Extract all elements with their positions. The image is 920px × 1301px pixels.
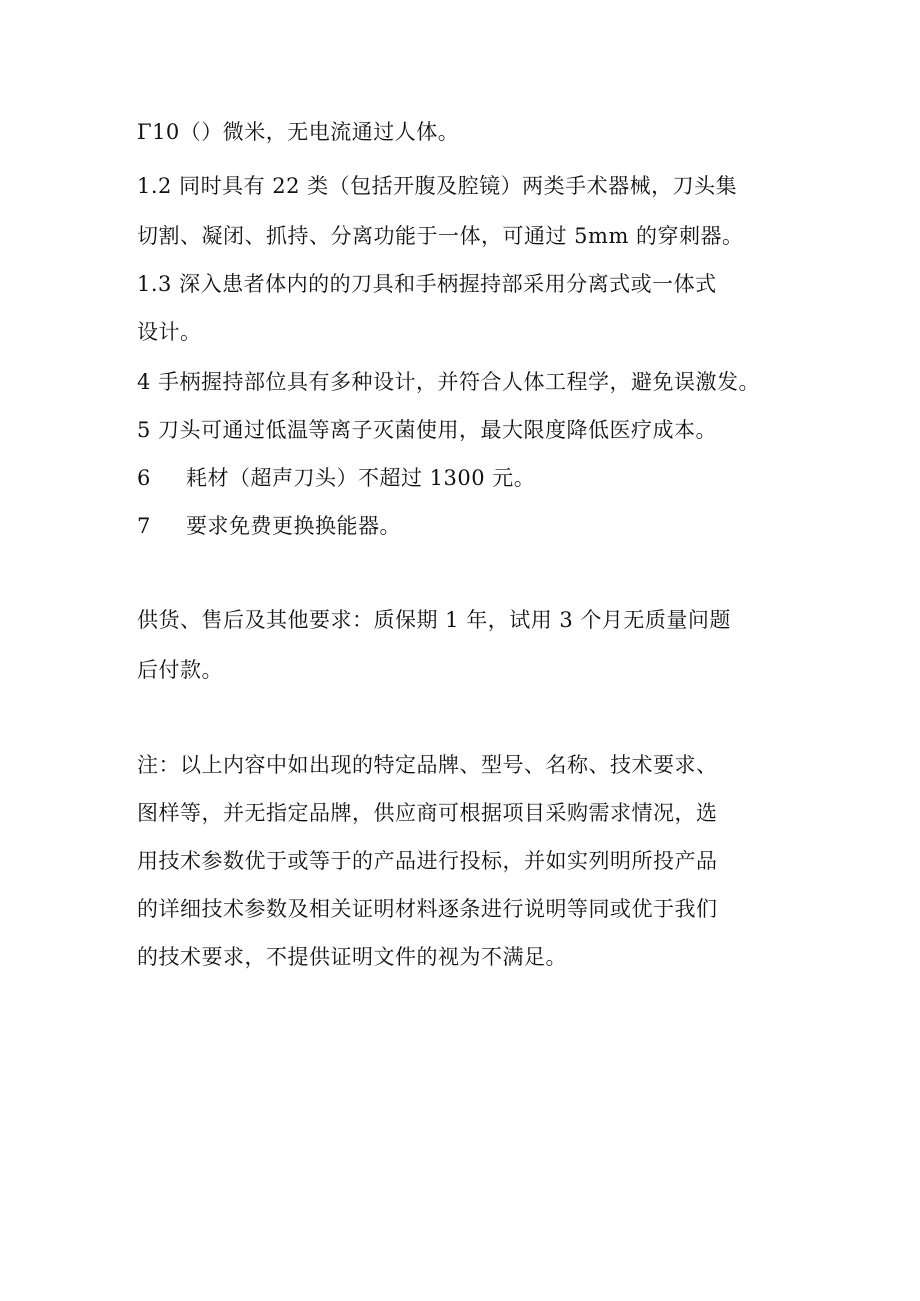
text-line: 注：以上内容中如出现的特定品牌、型号、名称、技术要求、 [137,753,718,777]
item-number: 7 [137,514,151,538]
text-line: 图样等，并无指定品牌，供应商可根据项目采购需求情况，选 [137,801,718,825]
text-line: 的技术要求，不提供证明文件的视为不满足。 [137,945,567,969]
text-line: 5 刀头可通过低温等离子灭菌使用，最大限度降低医疗成本。 [137,418,718,442]
text-line: 4 手柄握持部位具有多种设计，并符合人体工程学，避免误激发。 [137,370,761,394]
text-line: 后付款。 [137,658,223,682]
text-line: 1.2 同时具有 22 类（包括开腹及腔镜）两类手术器械，刀头集 [137,174,738,198]
text-line: 的详细技术参数及相关证明材料逐条进行说明等同或优于我们 [137,897,718,921]
item-text: 要求免费更换换能器。 [186,514,401,538]
text-line: 设计。 [137,320,202,344]
text-line: 1.3 深入患者体内的的刀具和手柄握持部采用分离式或一体式 [137,272,717,296]
text-line: 用技术参数优于或等于的产品进行投标，并如实列明所投产品 [137,849,718,873]
list-item [137,512,401,540]
text-line: 切割、凝闭、抓持、分离功能于一体，可通过 5mm 的穿刺器。 [137,224,744,248]
text-line: Γ10（）微米，无电流通过人体。 [137,120,460,144]
item-text: 耗材（超声刀头）不超过 1300 元。 [186,466,536,490]
list-item [137,464,535,492]
item-number: 6 [137,466,151,490]
text-line: 供货、售后及其他要求：质保期 1 年，试用 3 个月无质量问题 [137,608,731,632]
